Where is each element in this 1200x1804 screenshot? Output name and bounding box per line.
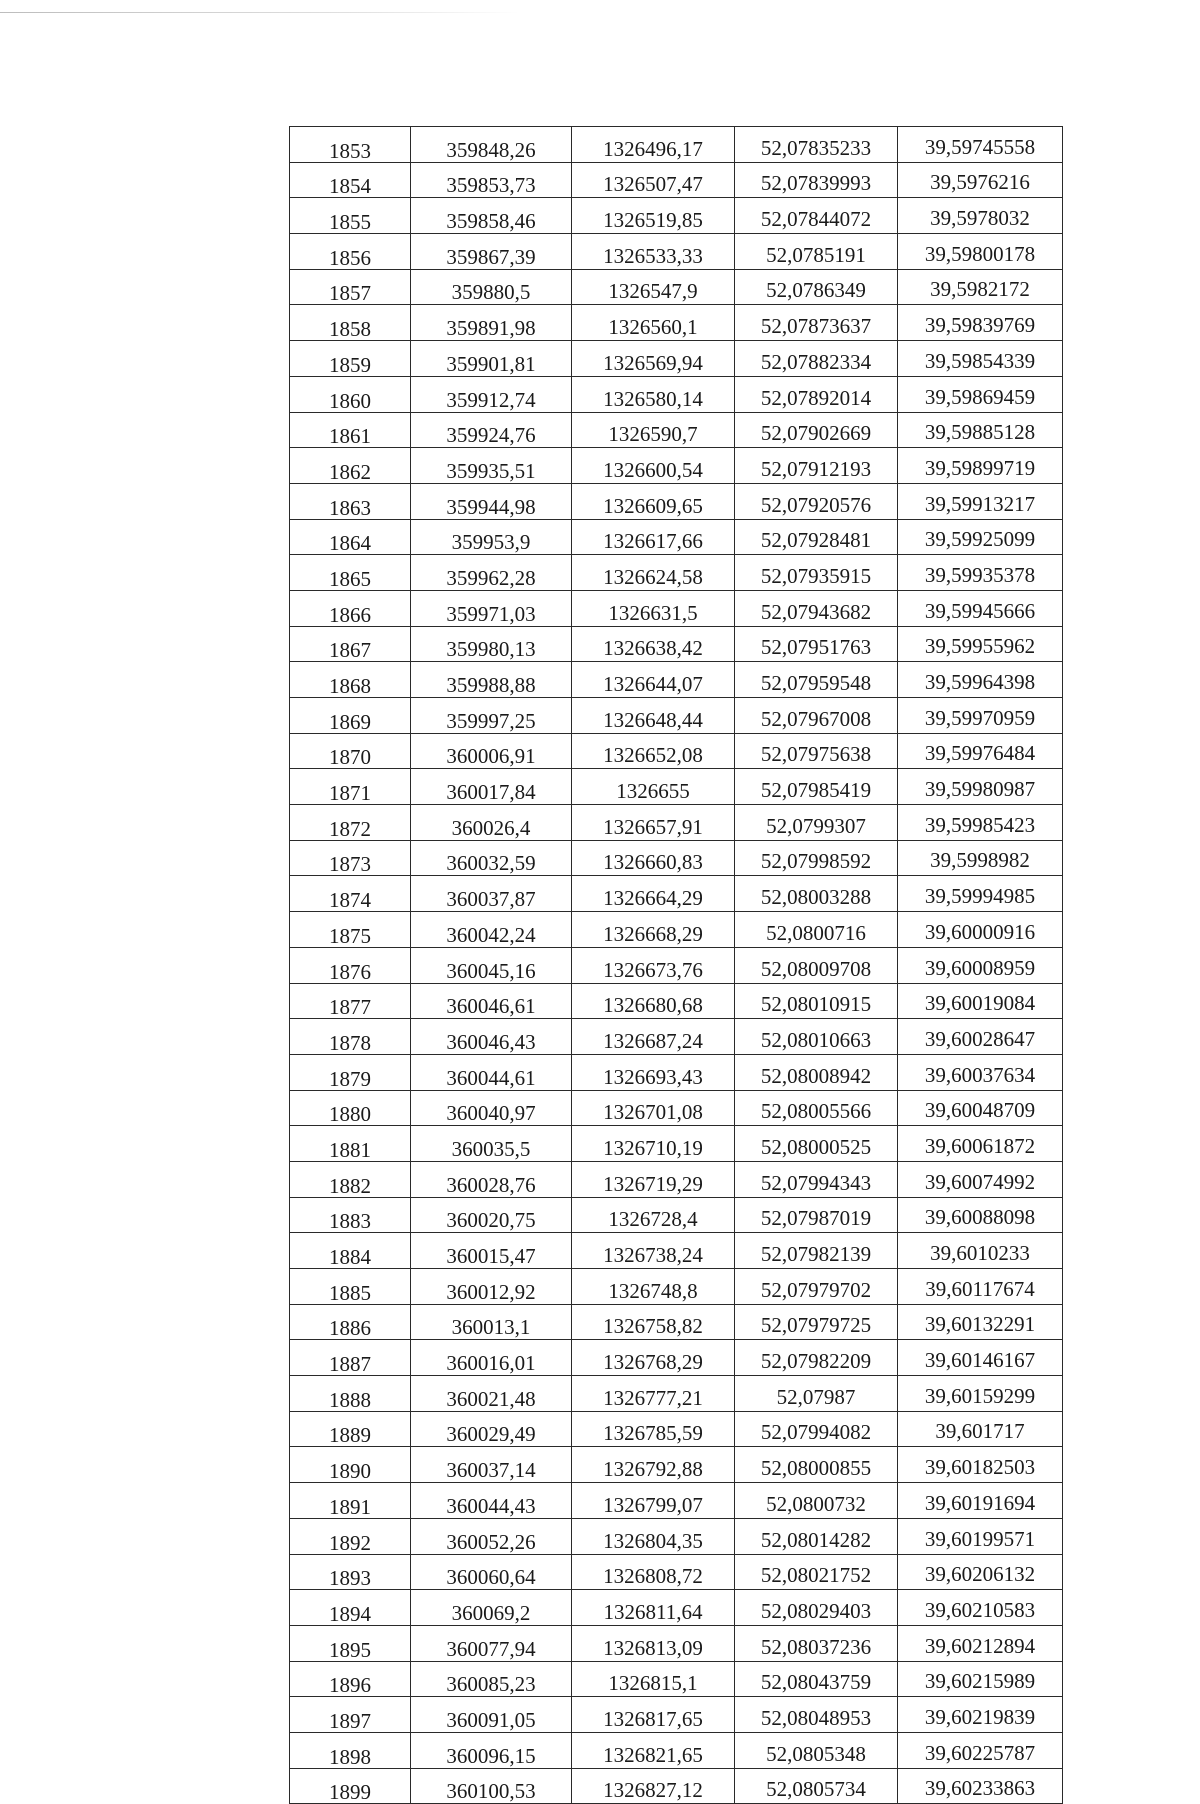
point-number-cell: 1895 bbox=[290, 1625, 411, 1661]
longitude-cell: 39,60146167 bbox=[898, 1340, 1063, 1376]
latitude-cell: 52,07959548 bbox=[735, 662, 898, 698]
latitude-cell: 52,07935915 bbox=[735, 555, 898, 591]
point-number-cell: 1890 bbox=[290, 1447, 411, 1483]
x-coordinate-cell: 360040,97 bbox=[411, 1090, 572, 1126]
y-coordinate-cell: 1326687,24 bbox=[572, 1019, 735, 1055]
latitude-cell: 52,07920576 bbox=[735, 483, 898, 519]
y-coordinate-cell: 1326728,4 bbox=[572, 1197, 735, 1233]
table-row bbox=[290, 412, 1063, 448]
point-number-cell: 1873 bbox=[290, 840, 411, 876]
longitude-cell: 39,59994985 bbox=[898, 876, 1063, 912]
table-row bbox=[290, 1233, 1063, 1269]
point-number-cell: 1866 bbox=[290, 590, 411, 626]
point-number-cell: 1877 bbox=[290, 983, 411, 1019]
point-number-cell: 1859 bbox=[290, 341, 411, 377]
point-number-cell: 1867 bbox=[290, 626, 411, 662]
longitude-cell: 39,59913217 bbox=[898, 483, 1063, 519]
latitude-cell: 52,0786349 bbox=[735, 269, 898, 305]
point-number-cell: 1879 bbox=[290, 1054, 411, 1090]
longitude-cell: 39,59854339 bbox=[898, 341, 1063, 377]
latitude-cell: 52,0785191 bbox=[735, 234, 898, 270]
x-coordinate-cell: 360044,43 bbox=[411, 1483, 572, 1519]
latitude-cell: 52,07912193 bbox=[735, 448, 898, 484]
point-number-cell: 1884 bbox=[290, 1233, 411, 1269]
x-coordinate-cell: 360013,1 bbox=[411, 1304, 572, 1340]
point-number-cell: 1887 bbox=[290, 1340, 411, 1376]
longitude-cell: 39,60000916 bbox=[898, 912, 1063, 948]
point-number-cell: 1881 bbox=[290, 1126, 411, 1162]
point-number-cell: 1880 bbox=[290, 1090, 411, 1126]
coordinates-table-body bbox=[290, 127, 1063, 1804]
latitude-cell: 52,07835233 bbox=[735, 127, 898, 163]
longitude-cell: 39,59955962 bbox=[898, 626, 1063, 662]
longitude-cell: 39,60159299 bbox=[898, 1376, 1063, 1412]
x-coordinate-cell: 360006,91 bbox=[411, 733, 572, 769]
y-coordinate-cell: 1326768,29 bbox=[572, 1340, 735, 1376]
longitude-cell: 39,5978032 bbox=[898, 198, 1063, 234]
table-row bbox=[290, 1697, 1063, 1733]
y-coordinate-cell: 1326600,54 bbox=[572, 448, 735, 484]
y-coordinate-cell: 1326821,65 bbox=[572, 1732, 735, 1768]
table-row bbox=[290, 1161, 1063, 1197]
y-coordinate-cell: 1326827,12 bbox=[572, 1768, 735, 1804]
latitude-cell: 52,0800732 bbox=[735, 1483, 898, 1519]
x-coordinate-cell: 359988,88 bbox=[411, 662, 572, 698]
table-row bbox=[290, 1768, 1063, 1804]
longitude-cell: 39,59839769 bbox=[898, 305, 1063, 341]
point-number-cell: 1868 bbox=[290, 662, 411, 698]
y-coordinate-cell: 1326693,43 bbox=[572, 1054, 735, 1090]
y-coordinate-cell: 1326560,1 bbox=[572, 305, 735, 341]
y-coordinate-cell: 1326792,88 bbox=[572, 1447, 735, 1483]
y-coordinate-cell: 1326533,33 bbox=[572, 234, 735, 270]
point-number-cell: 1860 bbox=[290, 376, 411, 412]
y-coordinate-cell: 1326785,59 bbox=[572, 1411, 735, 1447]
point-number-cell: 1892 bbox=[290, 1518, 411, 1554]
longitude-cell: 39,59964398 bbox=[898, 662, 1063, 698]
y-coordinate-cell: 1326655 bbox=[572, 769, 735, 805]
table-row bbox=[290, 269, 1063, 305]
longitude-cell: 39,59976484 bbox=[898, 733, 1063, 769]
point-number-cell: 1869 bbox=[290, 698, 411, 734]
x-coordinate-cell: 360069,2 bbox=[411, 1590, 572, 1626]
y-coordinate-cell: 1326660,83 bbox=[572, 840, 735, 876]
latitude-cell: 52,0800716 bbox=[735, 912, 898, 948]
x-coordinate-cell: 360046,43 bbox=[411, 1019, 572, 1055]
longitude-cell: 39,60008959 bbox=[898, 947, 1063, 983]
longitude-cell: 39,60212894 bbox=[898, 1625, 1063, 1661]
table-row bbox=[290, 1518, 1063, 1554]
table-row bbox=[290, 662, 1063, 698]
x-coordinate-cell: 360096,15 bbox=[411, 1732, 572, 1768]
table-row bbox=[290, 840, 1063, 876]
y-coordinate-cell: 1326648,44 bbox=[572, 698, 735, 734]
longitude-cell: 39,60219839 bbox=[898, 1697, 1063, 1733]
x-coordinate-cell: 360017,84 bbox=[411, 769, 572, 805]
latitude-cell: 52,07998592 bbox=[735, 840, 898, 876]
table-row bbox=[290, 1661, 1063, 1697]
point-number-cell: 1894 bbox=[290, 1590, 411, 1626]
longitude-cell: 39,59925099 bbox=[898, 519, 1063, 555]
y-coordinate-cell: 1326644,07 bbox=[572, 662, 735, 698]
x-coordinate-cell: 360020,75 bbox=[411, 1197, 572, 1233]
point-number-cell: 1886 bbox=[290, 1304, 411, 1340]
y-coordinate-cell: 1326609,65 bbox=[572, 483, 735, 519]
x-coordinate-cell: 360035,5 bbox=[411, 1126, 572, 1162]
point-number-cell: 1896 bbox=[290, 1661, 411, 1697]
table-row bbox=[290, 1590, 1063, 1626]
point-number-cell: 1882 bbox=[290, 1161, 411, 1197]
table-row bbox=[290, 876, 1063, 912]
point-number-cell: 1889 bbox=[290, 1411, 411, 1447]
table-row bbox=[290, 626, 1063, 662]
latitude-cell: 52,08000855 bbox=[735, 1447, 898, 1483]
latitude-cell: 52,07967008 bbox=[735, 698, 898, 734]
point-number-cell: 1858 bbox=[290, 305, 411, 341]
point-number-cell: 1899 bbox=[290, 1768, 411, 1804]
point-number-cell: 1856 bbox=[290, 234, 411, 270]
longitude-cell: 39,59980987 bbox=[898, 769, 1063, 805]
table-row bbox=[290, 1625, 1063, 1661]
latitude-cell: 52,08029403 bbox=[735, 1590, 898, 1626]
longitude-cell: 39,60117674 bbox=[898, 1269, 1063, 1305]
y-coordinate-cell: 1326668,29 bbox=[572, 912, 735, 948]
table-row bbox=[290, 590, 1063, 626]
y-coordinate-cell: 1326701,08 bbox=[572, 1090, 735, 1126]
x-coordinate-cell: 360029,49 bbox=[411, 1411, 572, 1447]
latitude-cell: 52,07979725 bbox=[735, 1304, 898, 1340]
y-coordinate-cell: 1326719,29 bbox=[572, 1161, 735, 1197]
table-row bbox=[290, 376, 1063, 412]
table-row bbox=[290, 1090, 1063, 1126]
point-number-cell: 1888 bbox=[290, 1376, 411, 1412]
table-row bbox=[290, 1732, 1063, 1768]
longitude-cell: 39,60132291 bbox=[898, 1304, 1063, 1340]
x-coordinate-cell: 359980,13 bbox=[411, 626, 572, 662]
longitude-cell: 39,60074992 bbox=[898, 1161, 1063, 1197]
y-coordinate-cell: 1326657,91 bbox=[572, 805, 735, 841]
y-coordinate-cell: 1326496,17 bbox=[572, 127, 735, 163]
latitude-cell: 52,08003288 bbox=[735, 876, 898, 912]
y-coordinate-cell: 1326519,85 bbox=[572, 198, 735, 234]
x-coordinate-cell: 359997,25 bbox=[411, 698, 572, 734]
y-coordinate-cell: 1326624,58 bbox=[572, 555, 735, 591]
table-row bbox=[290, 698, 1063, 734]
latitude-cell: 52,07902669 bbox=[735, 412, 898, 448]
latitude-cell: 52,07994343 bbox=[735, 1161, 898, 1197]
table-row bbox=[290, 1376, 1063, 1412]
x-coordinate-cell: 359924,76 bbox=[411, 412, 572, 448]
longitude-cell: 39,59985423 bbox=[898, 805, 1063, 841]
y-coordinate-cell: 1326580,14 bbox=[572, 376, 735, 412]
table-row bbox=[290, 1447, 1063, 1483]
x-coordinate-cell: 360085,23 bbox=[411, 1661, 572, 1697]
y-coordinate-cell: 1326664,29 bbox=[572, 876, 735, 912]
x-coordinate-cell: 360045,16 bbox=[411, 947, 572, 983]
latitude-cell: 52,07882334 bbox=[735, 341, 898, 377]
point-number-cell: 1875 bbox=[290, 912, 411, 948]
x-coordinate-cell: 360060,64 bbox=[411, 1554, 572, 1590]
point-number-cell: 1893 bbox=[290, 1554, 411, 1590]
latitude-cell: 52,0805734 bbox=[735, 1768, 898, 1804]
table-row bbox=[290, 1304, 1063, 1340]
y-coordinate-cell: 1326804,35 bbox=[572, 1518, 735, 1554]
table-row bbox=[290, 983, 1063, 1019]
x-coordinate-cell: 360044,61 bbox=[411, 1054, 572, 1090]
latitude-cell: 52,07994082 bbox=[735, 1411, 898, 1447]
longitude-cell: 39,59899719 bbox=[898, 448, 1063, 484]
longitude-cell: 39,60215989 bbox=[898, 1661, 1063, 1697]
table-row bbox=[290, 1054, 1063, 1090]
table-row bbox=[290, 733, 1063, 769]
table-row bbox=[290, 1019, 1063, 1055]
x-coordinate-cell: 360100,53 bbox=[411, 1768, 572, 1804]
y-coordinate-cell: 1326631,5 bbox=[572, 590, 735, 626]
y-coordinate-cell: 1326617,66 bbox=[572, 519, 735, 555]
table-row bbox=[290, 769, 1063, 805]
x-coordinate-cell: 360037,87 bbox=[411, 876, 572, 912]
y-coordinate-cell: 1326748,8 bbox=[572, 1269, 735, 1305]
x-coordinate-cell: 359880,5 bbox=[411, 269, 572, 305]
table-row bbox=[290, 234, 1063, 270]
latitude-cell: 52,07943682 bbox=[735, 590, 898, 626]
y-coordinate-cell: 1326590,7 bbox=[572, 412, 735, 448]
table-row bbox=[290, 1411, 1063, 1447]
table-row bbox=[290, 1340, 1063, 1376]
y-coordinate-cell: 1326710,19 bbox=[572, 1126, 735, 1162]
longitude-cell: 39,5982172 bbox=[898, 269, 1063, 305]
table-row bbox=[290, 448, 1063, 484]
longitude-cell: 39,59885128 bbox=[898, 412, 1063, 448]
longitude-cell: 39,59800178 bbox=[898, 234, 1063, 270]
point-number-cell: 1874 bbox=[290, 876, 411, 912]
table-row bbox=[290, 555, 1063, 591]
point-number-cell: 1883 bbox=[290, 1197, 411, 1233]
latitude-cell: 52,08010915 bbox=[735, 983, 898, 1019]
latitude-cell: 52,08009708 bbox=[735, 947, 898, 983]
scan-artifact-line bbox=[0, 12, 520, 13]
x-coordinate-cell: 359971,03 bbox=[411, 590, 572, 626]
latitude-cell: 52,08014282 bbox=[735, 1518, 898, 1554]
longitude-cell: 39,5998982 bbox=[898, 840, 1063, 876]
table-row bbox=[290, 198, 1063, 234]
y-coordinate-cell: 1326808,72 bbox=[572, 1554, 735, 1590]
table-row bbox=[290, 127, 1063, 163]
longitude-cell: 39,60191694 bbox=[898, 1483, 1063, 1519]
y-coordinate-cell: 1326507,47 bbox=[572, 162, 735, 198]
latitude-cell: 52,07839993 bbox=[735, 162, 898, 198]
longitude-cell: 39,60037634 bbox=[898, 1054, 1063, 1090]
longitude-cell: 39,60199571 bbox=[898, 1518, 1063, 1554]
point-number-cell: 1857 bbox=[290, 269, 411, 305]
latitude-cell: 52,07987 bbox=[735, 1376, 898, 1412]
point-number-cell: 1865 bbox=[290, 555, 411, 591]
table-row bbox=[290, 305, 1063, 341]
y-coordinate-cell: 1326738,24 bbox=[572, 1233, 735, 1269]
x-coordinate-cell: 359935,51 bbox=[411, 448, 572, 484]
table-row bbox=[290, 341, 1063, 377]
latitude-cell: 52,0799307 bbox=[735, 805, 898, 841]
point-number-cell: 1853 bbox=[290, 127, 411, 163]
y-coordinate-cell: 1326817,65 bbox=[572, 1697, 735, 1733]
longitude-cell: 39,60210583 bbox=[898, 1590, 1063, 1626]
longitude-cell: 39,60088098 bbox=[898, 1197, 1063, 1233]
longitude-cell: 39,60028647 bbox=[898, 1019, 1063, 1055]
longitude-cell: 39,59945666 bbox=[898, 590, 1063, 626]
table-row bbox=[290, 162, 1063, 198]
point-number-cell: 1876 bbox=[290, 947, 411, 983]
x-coordinate-cell: 359944,98 bbox=[411, 483, 572, 519]
table-row bbox=[290, 1197, 1063, 1233]
x-coordinate-cell: 359848,26 bbox=[411, 127, 572, 163]
x-coordinate-cell: 360026,4 bbox=[411, 805, 572, 841]
point-number-cell: 1891 bbox=[290, 1483, 411, 1519]
table-row bbox=[290, 805, 1063, 841]
longitude-cell: 39,60225787 bbox=[898, 1732, 1063, 1768]
y-coordinate-cell: 1326813,09 bbox=[572, 1625, 735, 1661]
longitude-cell: 39,59935378 bbox=[898, 555, 1063, 591]
latitude-cell: 52,08043759 bbox=[735, 1661, 898, 1697]
table-row bbox=[290, 1554, 1063, 1590]
longitude-cell: 39,60206132 bbox=[898, 1554, 1063, 1590]
y-coordinate-cell: 1326777,21 bbox=[572, 1376, 735, 1412]
table-row bbox=[290, 1269, 1063, 1305]
table-row bbox=[290, 1483, 1063, 1519]
latitude-cell: 52,08048953 bbox=[735, 1697, 898, 1733]
latitude-cell: 52,08010663 bbox=[735, 1019, 898, 1055]
point-number-cell: 1862 bbox=[290, 448, 411, 484]
y-coordinate-cell: 1326811,64 bbox=[572, 1590, 735, 1626]
point-number-cell: 1898 bbox=[290, 1732, 411, 1768]
latitude-cell: 52,07873637 bbox=[735, 305, 898, 341]
longitude-cell: 39,60048709 bbox=[898, 1090, 1063, 1126]
y-coordinate-cell: 1326758,82 bbox=[572, 1304, 735, 1340]
x-coordinate-cell: 359853,73 bbox=[411, 162, 572, 198]
longitude-cell: 39,60182503 bbox=[898, 1447, 1063, 1483]
x-coordinate-cell: 359901,81 bbox=[411, 341, 572, 377]
x-coordinate-cell: 360037,14 bbox=[411, 1447, 572, 1483]
latitude-cell: 52,07975638 bbox=[735, 733, 898, 769]
latitude-cell: 52,08005566 bbox=[735, 1090, 898, 1126]
longitude-cell: 39,60233863 bbox=[898, 1768, 1063, 1804]
y-coordinate-cell: 1326547,9 bbox=[572, 269, 735, 305]
y-coordinate-cell: 1326673,76 bbox=[572, 947, 735, 983]
longitude-cell: 39,6010233 bbox=[898, 1233, 1063, 1269]
point-number-cell: 1861 bbox=[290, 412, 411, 448]
latitude-cell: 52,08021752 bbox=[735, 1554, 898, 1590]
x-coordinate-cell: 359867,39 bbox=[411, 234, 572, 270]
y-coordinate-cell: 1326652,08 bbox=[572, 733, 735, 769]
x-coordinate-cell: 360032,59 bbox=[411, 840, 572, 876]
latitude-cell: 52,07982139 bbox=[735, 1233, 898, 1269]
x-coordinate-cell: 360046,61 bbox=[411, 983, 572, 1019]
table-row bbox=[290, 483, 1063, 519]
longitude-cell: 39,60019084 bbox=[898, 983, 1063, 1019]
point-number-cell: 1863 bbox=[290, 483, 411, 519]
x-coordinate-cell: 360042,24 bbox=[411, 912, 572, 948]
y-coordinate-cell: 1326680,68 bbox=[572, 983, 735, 1019]
latitude-cell: 52,07985419 bbox=[735, 769, 898, 805]
latitude-cell: 52,07951763 bbox=[735, 626, 898, 662]
y-coordinate-cell: 1326799,07 bbox=[572, 1483, 735, 1519]
latitude-cell: 52,07844072 bbox=[735, 198, 898, 234]
longitude-cell: 39,601717 bbox=[898, 1411, 1063, 1447]
y-coordinate-cell: 1326569,94 bbox=[572, 341, 735, 377]
latitude-cell: 52,07982209 bbox=[735, 1340, 898, 1376]
latitude-cell: 52,08037236 bbox=[735, 1625, 898, 1661]
x-coordinate-cell: 360028,76 bbox=[411, 1161, 572, 1197]
latitude-cell: 52,0805348 bbox=[735, 1732, 898, 1768]
y-coordinate-cell: 1326815,1 bbox=[572, 1661, 735, 1697]
x-coordinate-cell: 360021,48 bbox=[411, 1376, 572, 1412]
latitude-cell: 52,07892014 bbox=[735, 376, 898, 412]
x-coordinate-cell: 359912,74 bbox=[411, 376, 572, 412]
point-number-cell: 1871 bbox=[290, 769, 411, 805]
x-coordinate-cell: 360077,94 bbox=[411, 1625, 572, 1661]
x-coordinate-cell: 360015,47 bbox=[411, 1233, 572, 1269]
longitude-cell: 39,60061872 bbox=[898, 1126, 1063, 1162]
x-coordinate-cell: 359953,9 bbox=[411, 519, 572, 555]
point-number-cell: 1864 bbox=[290, 519, 411, 555]
latitude-cell: 52,07928481 bbox=[735, 519, 898, 555]
x-coordinate-cell: 360016,01 bbox=[411, 1340, 572, 1376]
point-number-cell: 1897 bbox=[290, 1697, 411, 1733]
latitude-cell: 52,07979702 bbox=[735, 1269, 898, 1305]
x-coordinate-cell: 360091,05 bbox=[411, 1697, 572, 1733]
coordinates-table bbox=[289, 126, 1063, 1804]
x-coordinate-cell: 359962,28 bbox=[411, 555, 572, 591]
point-number-cell: 1872 bbox=[290, 805, 411, 841]
x-coordinate-cell: 360012,92 bbox=[411, 1269, 572, 1305]
x-coordinate-cell: 360052,26 bbox=[411, 1518, 572, 1554]
point-number-cell: 1885 bbox=[290, 1269, 411, 1305]
longitude-cell: 39,59869459 bbox=[898, 376, 1063, 412]
longitude-cell: 39,59745558 bbox=[898, 127, 1063, 163]
x-coordinate-cell: 359858,46 bbox=[411, 198, 572, 234]
point-number-cell: 1854 bbox=[290, 162, 411, 198]
point-number-cell: 1855 bbox=[290, 198, 411, 234]
latitude-cell: 52,08008942 bbox=[735, 1054, 898, 1090]
x-coordinate-cell: 359891,98 bbox=[411, 305, 572, 341]
latitude-cell: 52,08000525 bbox=[735, 1126, 898, 1162]
longitude-cell: 39,5976216 bbox=[898, 162, 1063, 198]
longitude-cell: 39,59970959 bbox=[898, 698, 1063, 734]
latitude-cell: 52,07987019 bbox=[735, 1197, 898, 1233]
table-row bbox=[290, 519, 1063, 555]
point-number-cell: 1878 bbox=[290, 1019, 411, 1055]
table-row bbox=[290, 912, 1063, 948]
point-number-cell: 1870 bbox=[290, 733, 411, 769]
y-coordinate-cell: 1326638,42 bbox=[572, 626, 735, 662]
table-row bbox=[290, 1126, 1063, 1162]
table-row bbox=[290, 947, 1063, 983]
